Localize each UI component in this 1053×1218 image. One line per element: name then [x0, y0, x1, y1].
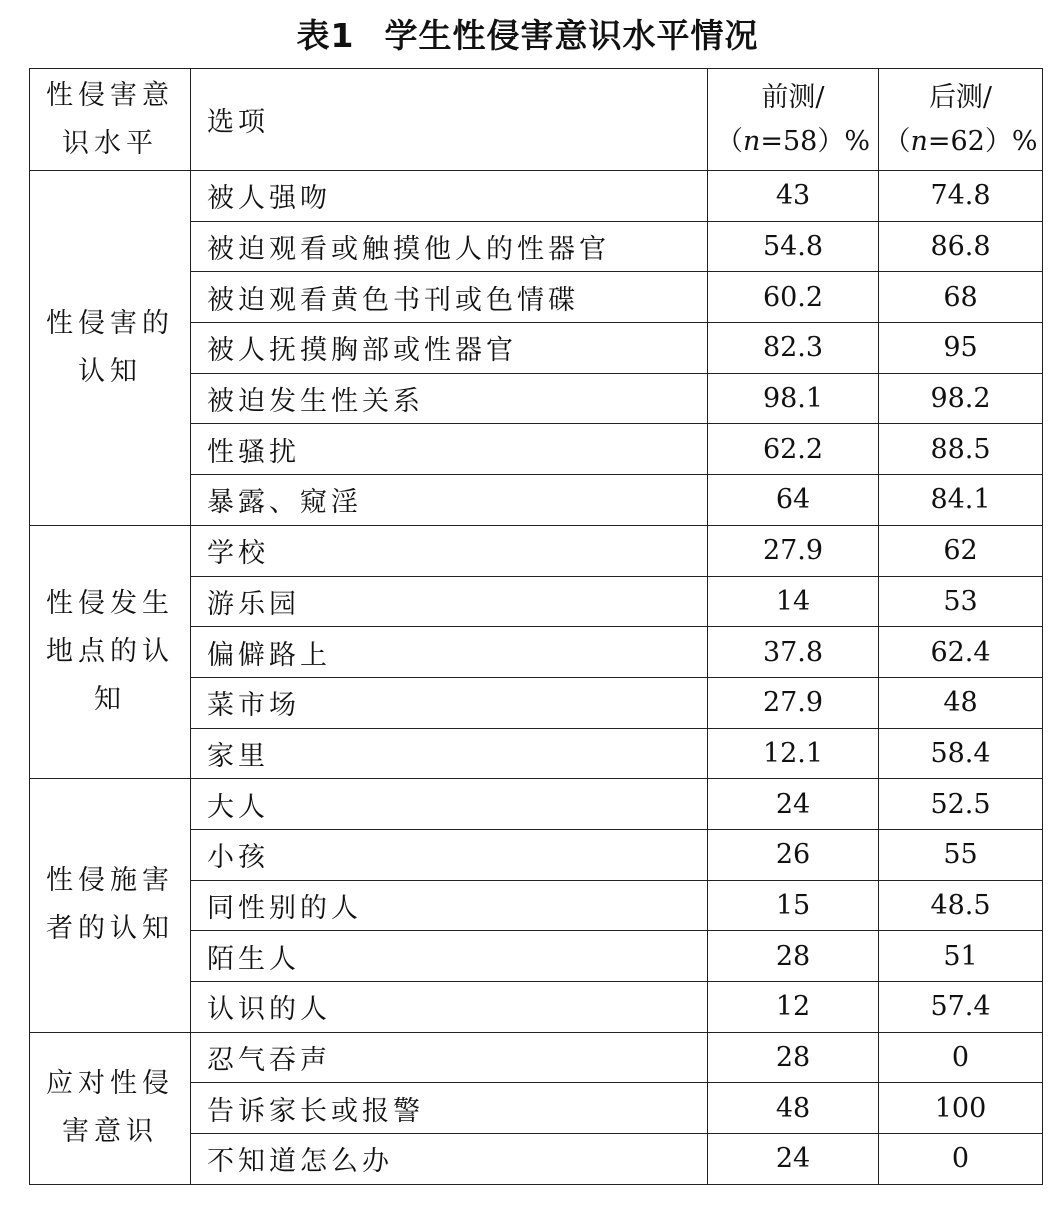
posttest-value-cell: 55 — [879, 829, 1043, 880]
group-level-cell — [30, 525, 191, 778]
pretest-value-cell: 43 — [708, 171, 879, 222]
group-level-label: 性侵发生地点的认知 — [46, 588, 174, 716]
posttest-value-cell: 95 — [879, 323, 1043, 374]
posttest-value-cell: 98.2 — [879, 373, 1043, 424]
header-pretest-line1: 前测/ — [761, 81, 825, 113]
header-pretest-paren: （ — [715, 125, 743, 157]
option-cell: 被迫观看或触摸他人的性器官 — [191, 221, 708, 272]
pretest-value-cell: 26 — [708, 829, 879, 880]
pretest-value-cell: 48 — [708, 1083, 879, 1134]
option-cell: 不知道怎么办 — [191, 1134, 708, 1185]
header-pretest — [708, 69, 879, 171]
group-level-cell — [30, 1032, 191, 1184]
header-pretest-n: n — [742, 125, 761, 157]
group-level-cell — [30, 779, 191, 1032]
option-cell: 学校 — [191, 525, 708, 576]
table-row — [30, 525, 1043, 576]
option-cell: 性骚扰 — [191, 424, 708, 475]
posttest-value-cell: 57.4 — [879, 982, 1043, 1033]
posttest-value-cell: 52.5 — [879, 779, 1043, 830]
table-row — [30, 171, 1043, 222]
pretest-value-cell: 64 — [708, 475, 879, 526]
pretest-value-cell: 62.2 — [708, 424, 879, 475]
option-cell: 游乐园 — [191, 576, 708, 627]
posttest-value-cell: 0 — [879, 1032, 1043, 1083]
group-level-cell — [30, 171, 191, 526]
pretest-value-cell: 82.3 — [708, 323, 879, 374]
group-level-label: 应对性侵害意识 — [46, 1068, 174, 1148]
option-cell: 大人 — [191, 779, 708, 830]
option-cell: 被人强吻 — [191, 171, 708, 222]
header-option: 选项 — [191, 69, 708, 171]
group-level-label: 性侵施害者的认知 — [46, 865, 174, 945]
option-cell: 忍气吞声 — [191, 1032, 708, 1083]
posttest-value-cell: 62 — [879, 525, 1043, 576]
header-pretest-rest: =58）% — [760, 125, 871, 157]
option-cell: 家里 — [191, 728, 708, 779]
option-cell: 小孩 — [191, 829, 708, 880]
table-number: 表1 — [296, 16, 355, 55]
option-cell: 被人抚摸胸部或性器官 — [191, 323, 708, 374]
option-cell: 菜市场 — [191, 677, 708, 728]
posttest-value-cell: 51 — [879, 931, 1043, 982]
header-level — [30, 69, 191, 171]
header-posttest-paren: （ — [883, 125, 911, 157]
header-posttest — [879, 69, 1043, 171]
option-cell: 暴露、窥淫 — [191, 475, 708, 526]
posttest-value-cell: 58.4 — [879, 728, 1043, 779]
posttest-value-cell: 88.5 — [879, 424, 1043, 475]
posttest-value-cell: 62.4 — [879, 627, 1043, 678]
pretest-value-cell: 98.1 — [708, 373, 879, 424]
table-header-row — [30, 69, 1043, 171]
table-body — [30, 171, 1043, 1185]
pretest-value-cell: 24 — [708, 1134, 879, 1185]
table-row — [30, 779, 1043, 830]
pretest-value-cell: 15 — [708, 880, 879, 931]
pretest-value-cell: 60.2 — [708, 272, 879, 323]
header-posttest-line1: 后测/ — [928, 81, 993, 113]
pretest-value-cell: 27.9 — [708, 677, 879, 728]
posttest-value-cell: 53 — [879, 576, 1043, 627]
option-cell: 同性别的人 — [191, 880, 708, 931]
option-cell: 被迫观看黄色书刊或色情碟 — [191, 272, 708, 323]
posttest-value-cell: 68 — [879, 272, 1043, 323]
pretest-value-cell: 28 — [708, 1032, 879, 1083]
pretest-value-cell: 27.9 — [708, 525, 879, 576]
option-cell: 偏僻路上 — [191, 627, 708, 678]
option-cell: 告诉家长或报警 — [191, 1083, 708, 1134]
pretest-value-cell: 14 — [708, 576, 879, 627]
table-title-text: 学生性侵害意识水平情况 — [384, 16, 759, 55]
header-posttest-n: n — [910, 125, 928, 157]
posttest-value-cell: 0 — [879, 1134, 1043, 1185]
option-cell: 陌生人 — [191, 931, 708, 982]
header-posttest-line2 — [879, 120, 1042, 164]
header-posttest-rest: =62）% — [927, 125, 1038, 157]
posttest-value-cell: 48 — [879, 677, 1043, 728]
posttest-value-cell: 86.8 — [879, 221, 1043, 272]
header-pretest-line2 — [708, 120, 878, 164]
posttest-value-cell: 48.5 — [879, 880, 1043, 931]
awareness-table — [29, 68, 1043, 1185]
option-cell: 认识的人 — [191, 982, 708, 1033]
pretest-value-cell: 37.8 — [708, 627, 879, 678]
posttest-value-cell: 100 — [879, 1083, 1043, 1134]
pretest-value-cell: 54.8 — [708, 221, 879, 272]
header-level-text: 性侵害意识水平 — [46, 79, 174, 159]
table-row — [30, 1032, 1043, 1083]
pretest-value-cell: 12 — [708, 982, 879, 1033]
posttest-value-cell: 74.8 — [879, 171, 1043, 222]
option-cell: 被迫发生性关系 — [191, 373, 708, 424]
pretest-value-cell: 28 — [708, 931, 879, 982]
group-level-label: 性侵害的认知 — [46, 307, 174, 387]
table-title — [0, 10, 1053, 62]
pretest-value-cell: 24 — [708, 779, 879, 830]
posttest-value-cell: 84.1 — [879, 475, 1043, 526]
pretest-value-cell: 12.1 — [708, 728, 879, 779]
